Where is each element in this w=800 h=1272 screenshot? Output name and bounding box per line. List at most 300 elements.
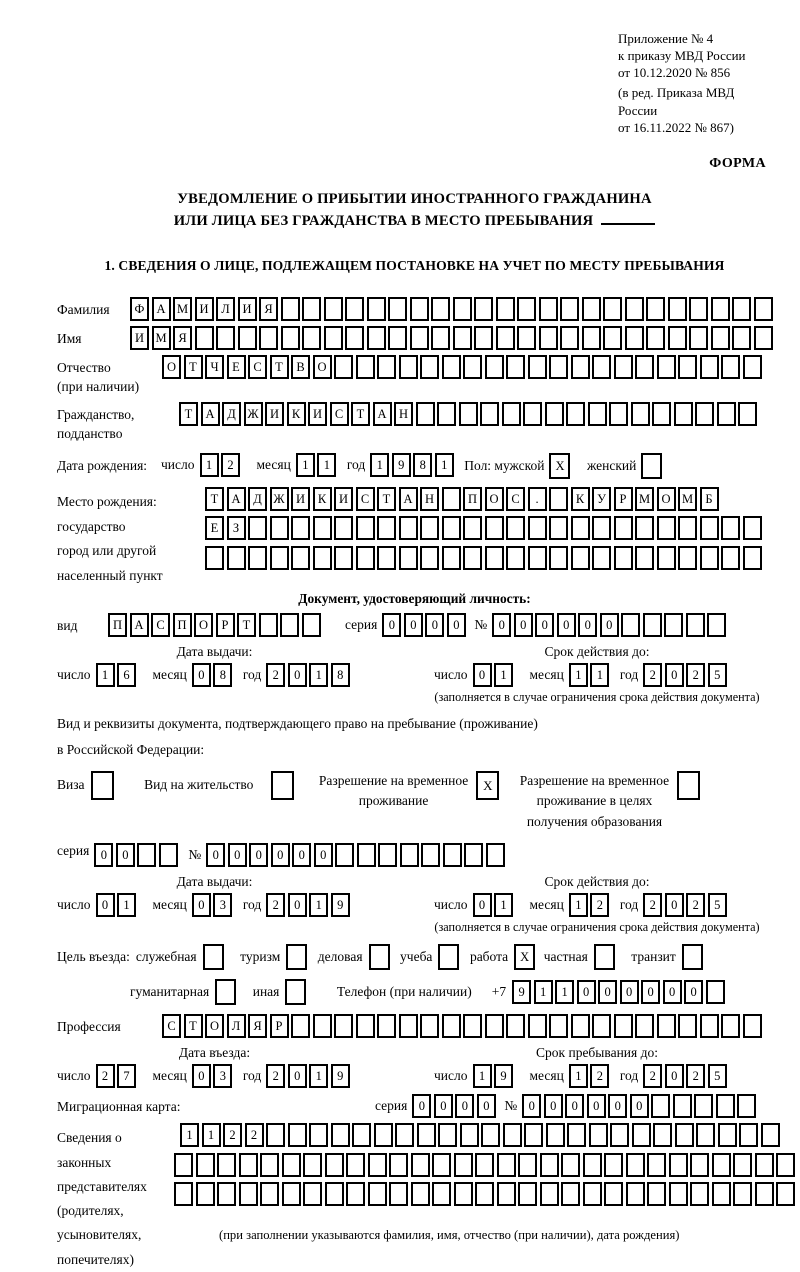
form-cell[interactable]: С — [248, 355, 267, 379]
form-cell[interactable] — [721, 516, 740, 540]
form-cell[interactable] — [137, 843, 156, 867]
form-cell[interactable]: 1 — [117, 893, 136, 917]
form-cell[interactable]: О — [485, 487, 504, 511]
form-cell[interactable]: 1 — [435, 453, 454, 477]
form-cell[interactable]: 1 — [569, 663, 588, 687]
form-cell[interactable] — [313, 546, 332, 570]
form-cell[interactable]: X — [476, 771, 499, 800]
form-cell[interactable]: 0 — [455, 1094, 474, 1118]
form-cell[interactable] — [346, 1153, 365, 1177]
form-cell[interactable]: X — [514, 944, 535, 970]
form-cell[interactable] — [260, 1182, 279, 1206]
form-cell[interactable] — [603, 326, 622, 350]
form-cell[interactable]: 1 — [494, 893, 513, 917]
form-cell[interactable] — [588, 402, 607, 426]
form-cell[interactable]: Ф — [130, 297, 149, 321]
form-cell[interactable] — [673, 1094, 692, 1118]
form-cell[interactable] — [474, 297, 493, 321]
form-cell[interactable]: 0 — [473, 893, 492, 917]
form-cell[interactable] — [367, 326, 386, 350]
form-cell[interactable]: А — [399, 487, 418, 511]
form-cell[interactable] — [438, 944, 459, 970]
form-cell[interactable] — [604, 1182, 623, 1206]
form-cell[interactable] — [463, 1014, 482, 1038]
form-cell[interactable]: 0 — [96, 893, 115, 917]
form-cell[interactable] — [346, 1182, 365, 1206]
form-cell[interactable] — [528, 516, 547, 540]
form-cell[interactable]: Л — [227, 1014, 246, 1038]
form-cell[interactable] — [594, 944, 615, 970]
form-cell[interactable] — [523, 402, 542, 426]
form-cell[interactable]: И — [291, 487, 310, 511]
form-cell[interactable]: 2 — [590, 1064, 609, 1088]
form-cell[interactable] — [700, 546, 719, 570]
form-cell[interactable] — [417, 1123, 436, 1147]
form-cell[interactable] — [549, 516, 568, 540]
form-cell[interactable] — [653, 1123, 672, 1147]
form-cell[interactable] — [389, 1153, 408, 1177]
form-cell[interactable] — [388, 326, 407, 350]
form-cell[interactable]: 0 — [684, 980, 703, 1004]
form-cell[interactable] — [442, 355, 461, 379]
form-cell[interactable]: К — [313, 487, 332, 511]
form-cell[interactable]: И — [238, 297, 257, 321]
form-cell[interactable] — [303, 1182, 322, 1206]
form-cell[interactable] — [334, 1014, 353, 1038]
form-cell[interactable] — [711, 326, 730, 350]
form-cell[interactable] — [560, 297, 579, 321]
form-cell[interactable]: 0 — [382, 613, 401, 637]
form-cell[interactable] — [540, 1153, 559, 1177]
form-cell[interactable]: 1 — [370, 453, 389, 477]
form-cell[interactable] — [678, 546, 697, 570]
form-cell[interactable]: А — [201, 402, 220, 426]
form-cell[interactable]: Н — [420, 487, 439, 511]
form-cell[interactable]: 2 — [590, 893, 609, 917]
form-cell[interactable] — [561, 1182, 580, 1206]
form-cell[interactable]: Т — [184, 1014, 203, 1038]
form-cell[interactable] — [646, 297, 665, 321]
form-cell[interactable]: 2 — [643, 663, 662, 687]
form-cell[interactable] — [674, 402, 693, 426]
form-cell[interactable] — [420, 1014, 439, 1038]
form-cell[interactable] — [776, 1153, 795, 1177]
form-cell[interactable] — [453, 297, 472, 321]
form-cell[interactable]: И — [334, 487, 353, 511]
form-cell[interactable] — [481, 1123, 500, 1147]
form-cell[interactable] — [603, 297, 622, 321]
form-cell[interactable] — [675, 1123, 694, 1147]
form-cell[interactable]: X — [549, 453, 570, 479]
form-cell[interactable]: Ч — [205, 355, 224, 379]
form-cell[interactable] — [196, 1182, 215, 1206]
form-cell[interactable] — [614, 355, 633, 379]
form-cell[interactable]: О — [205, 1014, 224, 1038]
form-cell[interactable] — [216, 326, 235, 350]
form-cell[interactable] — [669, 1182, 688, 1206]
form-cell[interactable] — [281, 297, 300, 321]
form-cell[interactable]: 2 — [686, 663, 705, 687]
form-cell[interactable] — [217, 1182, 236, 1206]
form-cell[interactable] — [582, 297, 601, 321]
form-cell[interactable] — [517, 326, 536, 350]
form-cell[interactable] — [651, 1094, 670, 1118]
form-cell[interactable]: 1 — [96, 663, 115, 687]
form-cell[interactable] — [460, 1123, 479, 1147]
form-cell[interactable] — [668, 297, 687, 321]
form-cell[interactable] — [614, 1014, 633, 1038]
form-cell[interactable] — [282, 1153, 301, 1177]
form-cell[interactable] — [331, 1123, 350, 1147]
form-cell[interactable] — [400, 843, 419, 867]
form-cell[interactable] — [357, 843, 376, 867]
form-cell[interactable]: М — [152, 326, 171, 350]
form-cell[interactable] — [313, 516, 332, 540]
form-cell[interactable]: 1 — [494, 663, 513, 687]
form-cell[interactable] — [632, 1123, 651, 1147]
form-cell[interactable]: 0 — [288, 663, 307, 687]
form-cell[interactable]: 0 — [447, 613, 466, 637]
form-cell[interactable] — [302, 297, 321, 321]
form-cell[interactable]: П — [108, 613, 127, 637]
form-cell[interactable]: О — [657, 487, 676, 511]
form-cell[interactable] — [592, 516, 611, 540]
form-cell[interactable] — [203, 944, 224, 970]
form-cell[interactable] — [399, 546, 418, 570]
form-cell[interactable]: Т — [377, 487, 396, 511]
form-cell[interactable]: 0 — [249, 843, 268, 867]
form-cell[interactable] — [625, 326, 644, 350]
form-cell[interactable] — [432, 1182, 451, 1206]
form-cell[interactable] — [270, 516, 289, 540]
form-cell[interactable]: 0 — [663, 980, 682, 1004]
form-cell[interactable] — [610, 1123, 629, 1147]
form-cell[interactable]: Р — [216, 613, 235, 637]
form-cell[interactable]: 9 — [331, 1064, 350, 1088]
form-cell[interactable] — [635, 355, 654, 379]
form-cell[interactable] — [411, 1182, 430, 1206]
form-cell[interactable]: 8 — [331, 663, 350, 687]
form-cell[interactable] — [738, 402, 757, 426]
form-cell[interactable]: 0 — [557, 613, 576, 637]
form-cell[interactable] — [635, 546, 654, 570]
form-cell[interactable] — [421, 843, 440, 867]
form-cell[interactable] — [743, 546, 762, 570]
form-cell[interactable] — [614, 516, 633, 540]
form-cell[interactable]: 1 — [309, 893, 328, 917]
form-cell[interactable] — [571, 1014, 590, 1038]
form-cell[interactable] — [582, 326, 601, 350]
form-cell[interactable] — [420, 516, 439, 540]
form-cell[interactable] — [174, 1153, 193, 1177]
form-cell[interactable]: 2 — [686, 1064, 705, 1088]
form-cell[interactable] — [626, 1153, 645, 1177]
form-cell[interactable] — [159, 843, 178, 867]
form-cell[interactable] — [416, 402, 435, 426]
form-cell[interactable]: 9 — [331, 893, 350, 917]
form-cell[interactable] — [549, 546, 568, 570]
form-cell[interactable]: 1 — [180, 1123, 199, 1147]
form-cell[interactable] — [356, 1014, 375, 1038]
form-cell[interactable] — [528, 355, 547, 379]
form-cell[interactable]: 0 — [620, 980, 639, 1004]
form-cell[interactable] — [545, 402, 564, 426]
form-cell[interactable]: 0 — [535, 613, 554, 637]
form-cell[interactable] — [259, 326, 278, 350]
form-cell[interactable]: 0 — [94, 843, 113, 867]
form-cell[interactable]: Е — [227, 355, 246, 379]
form-cell[interactable] — [485, 546, 504, 570]
form-cell[interactable]: А — [152, 297, 171, 321]
form-cell[interactable] — [503, 1123, 522, 1147]
form-cell[interactable] — [583, 1182, 602, 1206]
form-cell[interactable] — [626, 1182, 645, 1206]
form-cell[interactable] — [635, 1014, 654, 1038]
form-cell[interactable] — [285, 979, 306, 1005]
form-cell[interactable]: 7 — [117, 1064, 136, 1088]
form-cell[interactable] — [205, 546, 224, 570]
form-cell[interactable] — [689, 297, 708, 321]
form-cell[interactable] — [678, 516, 697, 540]
form-cell[interactable]: 0 — [598, 980, 617, 1004]
form-cell[interactable] — [518, 1182, 537, 1206]
form-cell[interactable] — [682, 944, 703, 970]
form-cell[interactable] — [502, 402, 521, 426]
form-cell[interactable] — [755, 1153, 774, 1177]
form-cell[interactable]: 0 — [522, 1094, 541, 1118]
form-cell[interactable] — [700, 1014, 719, 1038]
form-cell[interactable] — [431, 326, 450, 350]
form-cell[interactable] — [215, 979, 236, 1005]
form-cell[interactable] — [571, 355, 590, 379]
form-cell[interactable] — [291, 546, 310, 570]
form-cell[interactable] — [549, 487, 568, 511]
form-cell[interactable] — [475, 1182, 494, 1206]
form-cell[interactable] — [266, 1123, 285, 1147]
form-cell[interactable]: 0 — [434, 1094, 453, 1118]
form-cell[interactable]: И — [265, 402, 284, 426]
form-cell[interactable] — [721, 546, 740, 570]
form-cell[interactable] — [528, 1014, 547, 1038]
form-cell[interactable] — [291, 516, 310, 540]
form-cell[interactable] — [356, 546, 375, 570]
form-cell[interactable] — [566, 402, 585, 426]
form-cell[interactable] — [506, 355, 525, 379]
form-cell[interactable]: 0 — [192, 663, 211, 687]
form-cell[interactable] — [754, 326, 773, 350]
form-cell[interactable]: Л — [216, 297, 235, 321]
form-cell[interactable]: 0 — [288, 893, 307, 917]
form-cell[interactable]: Я — [248, 1014, 267, 1038]
form-cell[interactable] — [592, 1014, 611, 1038]
form-cell[interactable] — [506, 546, 525, 570]
form-cell[interactable]: 1 — [569, 1064, 588, 1088]
form-cell[interactable] — [721, 1014, 740, 1038]
form-cell[interactable]: 0 — [116, 843, 135, 867]
form-cell[interactable]: О — [313, 355, 332, 379]
form-cell[interactable] — [497, 1182, 516, 1206]
form-cell[interactable]: 2 — [221, 453, 240, 477]
form-cell[interactable]: 0 — [630, 1094, 649, 1118]
form-cell[interactable] — [761, 1123, 780, 1147]
form-cell[interactable] — [690, 1182, 709, 1206]
form-cell[interactable] — [652, 402, 671, 426]
form-cell[interactable] — [686, 613, 705, 637]
form-cell[interactable]: Ж — [270, 487, 289, 511]
form-cell[interactable] — [91, 771, 114, 800]
form-cell[interactable] — [280, 613, 299, 637]
form-cell[interactable] — [395, 1123, 414, 1147]
form-cell[interactable]: 1 — [200, 453, 219, 477]
form-cell[interactable]: 2 — [223, 1123, 242, 1147]
form-cell[interactable] — [475, 1153, 494, 1177]
form-cell[interactable] — [281, 326, 300, 350]
form-cell[interactable]: 2 — [266, 663, 285, 687]
form-cell[interactable]: 2 — [266, 893, 285, 917]
form-cell[interactable] — [657, 1014, 676, 1038]
form-cell[interactable] — [286, 944, 307, 970]
form-cell[interactable]: 1 — [534, 980, 553, 1004]
form-cell[interactable]: 1 — [569, 893, 588, 917]
form-cell[interactable] — [431, 297, 450, 321]
form-cell[interactable] — [721, 355, 740, 379]
form-cell[interactable] — [352, 1123, 371, 1147]
form-cell[interactable] — [442, 1014, 461, 1038]
form-cell[interactable] — [378, 843, 397, 867]
form-cell[interactable]: 0 — [600, 613, 619, 637]
form-cell[interactable]: Я — [259, 297, 278, 321]
form-cell[interactable]: 1 — [296, 453, 315, 477]
form-cell[interactable]: Ж — [244, 402, 263, 426]
form-cell[interactable]: Д — [222, 402, 241, 426]
form-cell[interactable]: К — [287, 402, 306, 426]
form-cell[interactable] — [377, 1014, 396, 1038]
form-cell[interactable] — [497, 1153, 516, 1177]
form-cell[interactable] — [335, 843, 354, 867]
form-cell[interactable] — [368, 1182, 387, 1206]
form-cell[interactable]: 5 — [708, 1064, 727, 1088]
form-cell[interactable] — [696, 1123, 715, 1147]
form-cell[interactable] — [712, 1153, 731, 1177]
form-cell[interactable] — [454, 1153, 473, 1177]
form-cell[interactable]: 1 — [555, 980, 574, 1004]
form-cell[interactable] — [668, 326, 687, 350]
form-cell[interactable]: М — [678, 487, 697, 511]
form-cell[interactable]: 0 — [641, 980, 660, 1004]
form-cell[interactable] — [647, 1153, 666, 1177]
form-cell[interactable] — [309, 1123, 328, 1147]
form-cell[interactable]: Я — [173, 326, 192, 350]
form-cell[interactable] — [443, 843, 462, 867]
form-cell[interactable]: 9 — [512, 980, 531, 1004]
form-cell[interactable]: 0 — [477, 1094, 496, 1118]
form-cell[interactable] — [657, 355, 676, 379]
form-cell[interactable] — [614, 546, 633, 570]
form-cell[interactable]: У — [592, 487, 611, 511]
form-cell[interactable] — [528, 546, 547, 570]
form-cell[interactable]: Н — [394, 402, 413, 426]
form-cell[interactable]: 0 — [271, 843, 290, 867]
form-cell[interactable] — [377, 355, 396, 379]
form-cell[interactable] — [367, 297, 386, 321]
form-cell[interactable]: 5 — [708, 893, 727, 917]
form-cell[interactable] — [540, 1182, 559, 1206]
form-cell[interactable]: 2 — [266, 1064, 285, 1088]
form-cell[interactable] — [324, 326, 343, 350]
form-cell[interactable] — [694, 1094, 713, 1118]
form-cell[interactable] — [706, 980, 725, 1004]
form-cell[interactable] — [227, 546, 246, 570]
form-cell[interactable]: 0 — [473, 663, 492, 687]
form-cell[interactable] — [718, 1123, 737, 1147]
form-cell[interactable] — [388, 297, 407, 321]
form-cell[interactable] — [592, 546, 611, 570]
form-cell[interactable]: 9 — [494, 1064, 513, 1088]
form-cell[interactable]: 2 — [643, 893, 662, 917]
form-cell[interactable]: К — [571, 487, 590, 511]
form-cell[interactable] — [635, 516, 654, 540]
form-cell[interactable] — [260, 1153, 279, 1177]
form-cell[interactable] — [678, 1014, 697, 1038]
form-cell[interactable]: П — [173, 613, 192, 637]
form-cell[interactable] — [377, 516, 396, 540]
form-cell[interactable]: С — [356, 487, 375, 511]
form-cell[interactable] — [567, 1123, 586, 1147]
form-cell[interactable] — [270, 546, 289, 570]
form-cell[interactable]: 0 — [578, 613, 597, 637]
form-cell[interactable] — [248, 546, 267, 570]
form-cell[interactable]: 3 — [213, 893, 232, 917]
form-cell[interactable]: 2 — [686, 893, 705, 917]
form-cell[interactable] — [195, 326, 214, 350]
form-cell[interactable] — [583, 1153, 602, 1177]
form-cell[interactable] — [560, 326, 579, 350]
form-cell[interactable] — [313, 1014, 332, 1038]
form-cell[interactable] — [377, 546, 396, 570]
form-cell[interactable] — [732, 326, 751, 350]
form-cell[interactable] — [411, 1153, 430, 1177]
form-cell[interactable] — [325, 1182, 344, 1206]
form-cell[interactable] — [678, 355, 697, 379]
form-cell[interactable] — [271, 771, 294, 800]
form-cell[interactable] — [571, 516, 590, 540]
form-cell[interactable] — [410, 297, 429, 321]
form-cell[interactable]: Б — [700, 487, 719, 511]
form-cell[interactable] — [324, 297, 343, 321]
form-cell[interactable]: 2 — [96, 1064, 115, 1088]
form-cell[interactable]: Т — [270, 355, 289, 379]
form-cell[interactable]: 0 — [412, 1094, 431, 1118]
form-cell[interactable]: 0 — [577, 980, 596, 1004]
form-cell[interactable] — [325, 1153, 344, 1177]
form-cell[interactable]: 8 — [213, 663, 232, 687]
form-cell[interactable]: 3 — [213, 1064, 232, 1088]
form-cell[interactable] — [625, 297, 644, 321]
form-cell[interactable]: 1 — [473, 1064, 492, 1088]
form-cell[interactable]: 2 — [643, 1064, 662, 1088]
form-cell[interactable] — [669, 1153, 688, 1177]
form-cell[interactable]: 1 — [309, 1064, 328, 1088]
form-cell[interactable]: 0 — [404, 613, 423, 637]
form-cell[interactable]: П — [463, 487, 482, 511]
form-cell[interactable] — [174, 1182, 193, 1206]
form-cell[interactable]: О — [162, 355, 181, 379]
form-cell[interactable] — [677, 771, 700, 800]
form-cell[interactable] — [486, 843, 505, 867]
form-cell[interactable]: 0 — [425, 613, 444, 637]
form-cell[interactable] — [733, 1182, 752, 1206]
form-cell[interactable]: И — [195, 297, 214, 321]
